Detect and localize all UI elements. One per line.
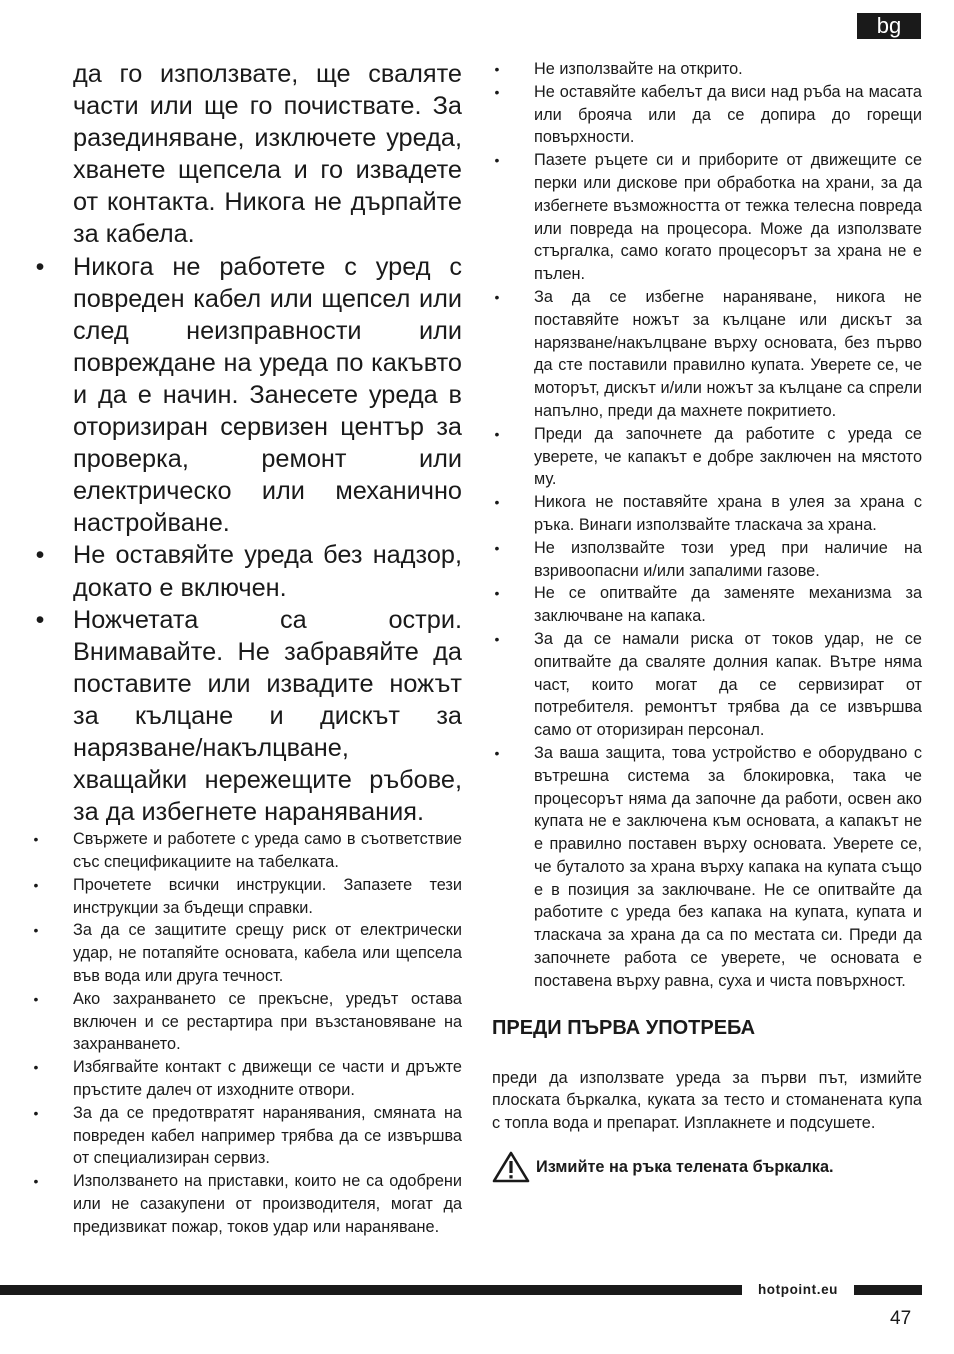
bullet: • (494, 630, 500, 647)
list-item: • За да се предотвратят наранявания, смяната на повреден кабел например трябва да се извършва от специализиран сервиз. (30, 1102, 462, 1170)
bullet: • (33, 990, 39, 1007)
bullet: • (494, 83, 500, 100)
brand-logo: hotpoint.eu (742, 1280, 854, 1300)
list-item: • Никога не работете с уред с повреден кабел или щепсел или след неизправности или повреждане на уреда по какъвто и да е начин. Занесете уреда в оторизиран сервизен център за проверка, ремонт или електрическо или механично настройване. (30, 251, 462, 540)
continuation-paragraph: да го използвате, ще сваляте части или ще го почиствате. За разединяване, изключете уреда, хванете щепсела и го извадете от контакта. Никога не дърпайте за кабела. (73, 60, 462, 249)
list-item: • Ако захранването се прекъсне, уредът остава включен и се рестартира при възстановяване на захранването. (30, 988, 462, 1056)
bullet: • (33, 1104, 39, 1121)
bullet: • (35, 541, 45, 570)
list-item: • Преди да започнете да работите с уреда се уверете, че капакът е добре заключен на мястото му. (492, 423, 922, 491)
page-number: 47 (890, 1308, 912, 1329)
bullet: • (494, 61, 500, 77)
section-heading: ПРЕДИ ПЪРВА УПОТРЕБА (492, 1016, 756, 1039)
bullet: • (494, 152, 500, 169)
list-item: • Никога не поставяйте храна в улея за храна с ръка. Винаги използвайте тласкача за храна. (492, 491, 922, 537)
bullet: • (33, 876, 39, 893)
bullet: • (33, 1173, 39, 1190)
bullet: • (494, 425, 500, 442)
left-column (30, 58, 462, 1239)
intro-paragraph: преди да използвате уреда за първи път, измийте плоската бъркалка, куката за тесто и стоманената купа с топла вода и препарат. Изплакнете и подсушете. (492, 1068, 922, 1133)
bullet: • (35, 605, 45, 634)
list-item: • Не оставяйте кабелът да виси над ръба на масата или брояча или да се допира до горещи повърхности. (492, 81, 922, 149)
list-item: • Прочетете всички инструкции. Запазете тези инструкции за бъдещи справки. (30, 874, 462, 920)
bullet: • (33, 922, 39, 939)
warning-text: Измийте на ръка телената бъркалка. (536, 1157, 834, 1176)
bullet: • (494, 585, 500, 602)
list-item: • Не използвайте този уред при наличие на взривоопасни и/или запалими газове. (492, 537, 922, 583)
language-badge: bg (857, 13, 921, 39)
bullet: • (33, 831, 39, 848)
list-item: • Не се опитвайте да заменяте механизма за заключване на капака. (492, 582, 922, 628)
bullet: • (33, 1059, 39, 1076)
list-item: • За ваша защита, това устройство е оборудвано с вътрешна система за блокировка, така че процесорът няма да започне да работи, освен ако купата не е заключена към основата, а капакът не е правилно поставен върху основата. Уверете се, че буталото за храна върху капака на купата също е в позиция за заключване. Не се опитвайте да работите с уреда без капака на купата, купата и тласкача за храна да са по местата си. Преди да започнете работа се уверете, че основата е поставена върху равна, суха и чиста повърхност. (492, 742, 922, 993)
list-item: • За да се намали риска от токов удар, не се опитвайте да сваляте долния капак. Вътре няма част, които могат да се сервизират от потребителя. ремонтът трябва да се извършва само от оторизиран персонал. (492, 628, 922, 742)
bullet: • (494, 494, 500, 511)
warning-icon (492, 1151, 530, 1183)
list-item: • Пазете ръцете си и приборите от движещите се перки или дискове при обработка на храни, за да избегнете възможността от тежка телесна повреда или повреда на процесора. Може да използвате стъргалка, само когато процесорът за храна не е пълен. (492, 149, 922, 286)
list-item: • За да се избегне нараняване, никога не поставяйте ножът за кълцане или дискът за нарязване/накълцване върху основата, без първо да сте поставили правилно купата. Уверете се, че моторът, дискът и/или ножът за кълцане са спрели напълно, преди да махнете покритието. (492, 286, 922, 423)
bullet: • (494, 539, 500, 556)
list-item: • За да се защитите срещу риск от електрически удар, не потапяйте основата, кабела или щепсела във вода или друга течност. (30, 919, 462, 987)
list-item: • Използването на приставки, които не са одобрени или не сазакупени от производителя, могат да предизвикат пожар, токов удар или нараняване. (30, 1170, 462, 1238)
list-item: • Не оставяйте уреда без надзор, докато е включен. (30, 539, 462, 603)
bullet: • (35, 252, 45, 281)
bullet: • (494, 744, 500, 761)
warning-note (492, 1151, 922, 1183)
list-item: • Избягвайте контакт с движещи се части и дръжте пръстите далеч от изходните отвори. (30, 1056, 462, 1102)
right-column (492, 58, 922, 1183)
list-item: • Свържете и работете с уреда само в съответствие със спецификациите на табелката. (30, 828, 462, 874)
list-item: • Ножчетата са остри. Внимавайте. Не забравяйте да поставите или извадите ножът за кълцане и дискът за нарязване/накълцване, хващайки нережещите ръбове, за да избегнете наранявания. (30, 604, 462, 829)
bullet: • (494, 288, 500, 305)
list-item: • Не използвайте на открито. (492, 58, 922, 81)
